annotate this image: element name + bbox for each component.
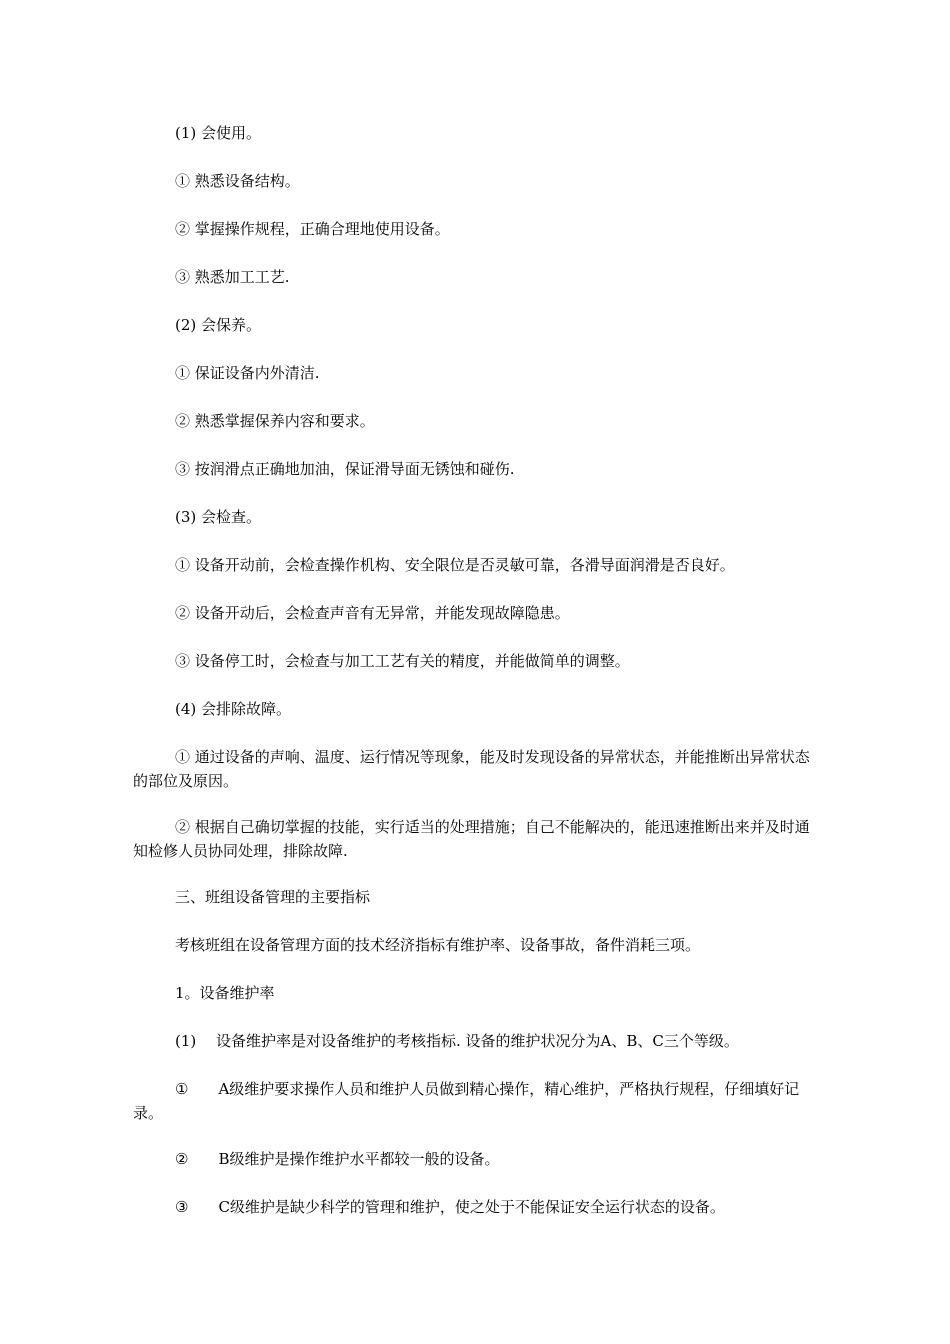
paragraph-use-heading: (1) 会使用。 bbox=[175, 124, 262, 142]
paragraph-use-3: ③ 熟悉加工工艺. bbox=[175, 268, 290, 286]
section-heading-3: 三、班组设备管理的主要指标 bbox=[175, 888, 371, 906]
paragraph-inspect-1: ① 设备开动前，会检查操作机构、安全限位是否灵敏可靠，各滑导面润滑是否良好。 bbox=[175, 556, 735, 574]
subsection-heading-1: 1。设备维护率 bbox=[175, 984, 275, 1002]
paragraph-troubleshoot-2: ② 根据自己确切掌握的技能，实行适当的处理措施；自己不能解决的，能迅速推断出来并及时通知检修人员协同处理，排除故障. bbox=[133, 818, 810, 860]
paragraph-maintain-2: ② 熟悉掌握保养内容和要求。 bbox=[175, 412, 375, 430]
paragraph-maintain-heading: (2) 会保养。 bbox=[175, 316, 262, 334]
paragraph-inspect-3: ③ 设备停工时，会检查与加工工艺有关的精度，并能做简单的调整。 bbox=[175, 652, 630, 670]
paragraph-inspect-2: ② 设备开动后，会检查声音有无异常，并能发现故障隐患。 bbox=[175, 604, 570, 622]
paragraph-level-b: ② B级维护是操作维护水平都较一般的设备。 bbox=[175, 1150, 500, 1168]
paragraph-inspect-heading: (3) 会检查。 bbox=[175, 508, 262, 526]
paragraph-section-intro: 考核班组在设备管理方面的技术经济指标有维护率、设备事故，备件消耗三项。 bbox=[175, 936, 701, 954]
paragraph-use-1: ① 熟悉设备结构。 bbox=[175, 172, 300, 190]
paragraph-troubleshoot-1: ① 通过设备的声响、温度、运行情况等现象，能及时发现设备的异常状态，并能推断出异常状态的部位及原因。 bbox=[133, 748, 810, 790]
paragraph-level-a: ① A级维护要求操作人员和维护人员做到精心操作，精心维护，严格执行规程，仔细填好记录。 bbox=[133, 1080, 800, 1122]
paragraph-maintain-3: ③ 按润滑点正确地加油，保证滑导面无锈蚀和碰伤. bbox=[175, 460, 515, 478]
paragraph-troubleshoot-heading: (4) 会排除故障。 bbox=[175, 700, 292, 718]
paragraph-use-2: ② 掌握操作规程，正确合理地使用设备。 bbox=[175, 220, 450, 238]
document-body bbox=[133, 121, 818, 1243]
paragraph-maintain-1: ① 保证设备内外清洁. bbox=[175, 364, 320, 382]
paragraph-maintenance-rate: (1) 设备维护率是对设备维护的考核指标. 设备的维护状况分为A、B、C三个等级。 bbox=[175, 1032, 739, 1050]
paragraph-level-c: ③ C级维护是缺少科学的管理和维护，使之处于不能保证安全运行状态的设备。 bbox=[175, 1198, 725, 1216]
